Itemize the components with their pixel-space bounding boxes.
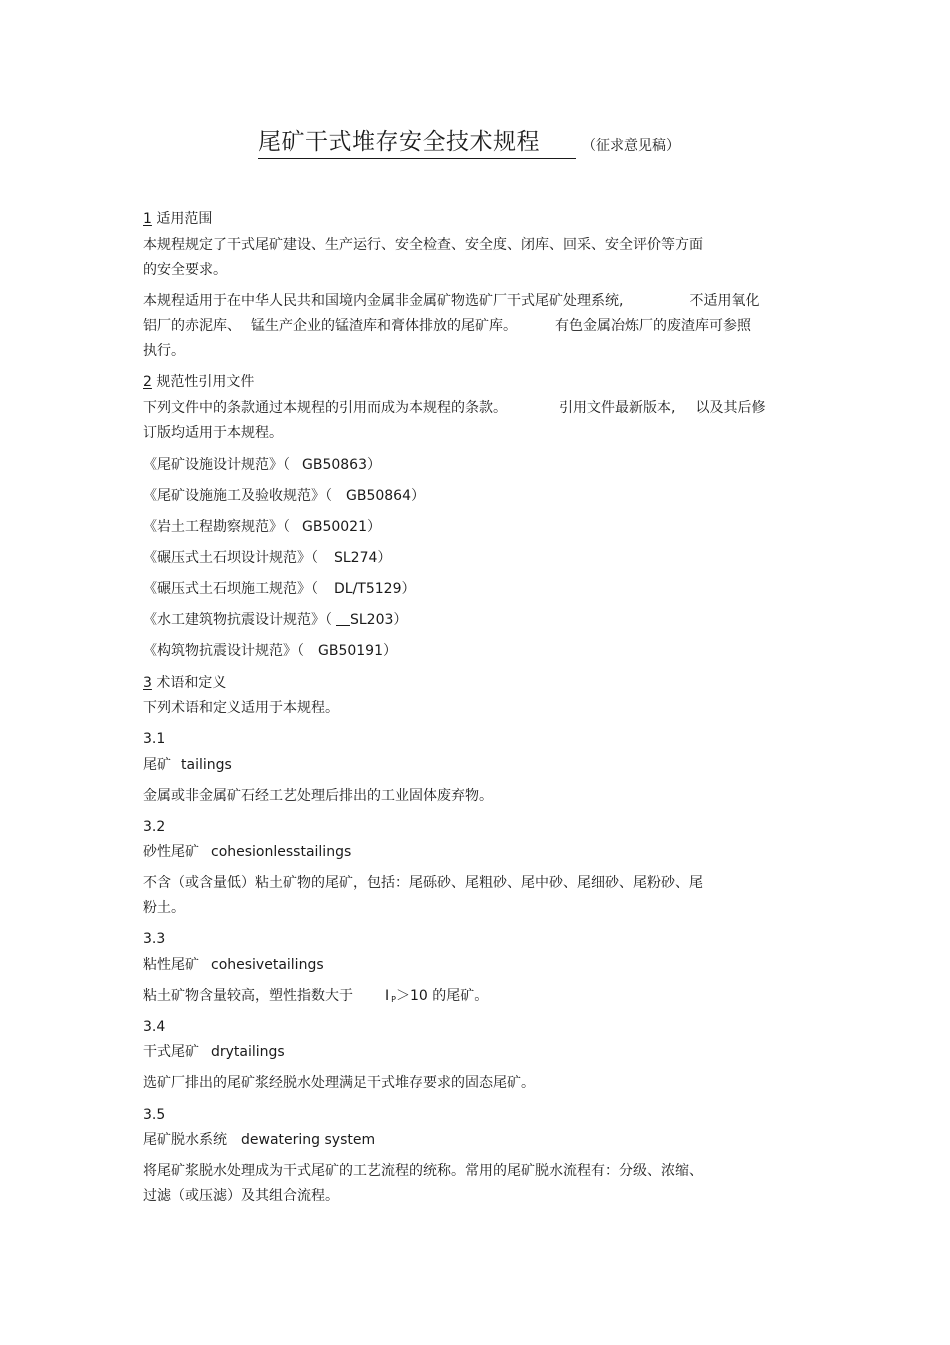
title-underline xyxy=(258,126,576,159)
reference-item xyxy=(143,610,407,630)
section-3-heading xyxy=(143,673,226,693)
paragraph-line: 执行。 xyxy=(143,343,185,359)
text-segment: 锰生产企业的锰渣库和膏体排放的尾矿库。 xyxy=(251,318,517,334)
reference-code: GB50021 xyxy=(302,519,367,535)
paragraph-line xyxy=(143,398,765,418)
paren-open: （ xyxy=(283,457,290,473)
paren-close: ） xyxy=(383,643,397,659)
paragraph-line: 的安全要求。 xyxy=(143,262,227,278)
document-subtitle: （征求意见稿） xyxy=(582,138,680,154)
term-name xyxy=(143,755,232,775)
document-title: 尾矿干式堆存安全技术规程 xyxy=(258,129,540,155)
reference-code: GB50864 xyxy=(346,488,411,504)
section-title: 适用范围 xyxy=(156,211,213,227)
reference-code: GB50863 xyxy=(302,457,367,473)
term-cn: 砂性尾矿 xyxy=(143,844,199,860)
reference-item xyxy=(143,548,391,568)
reference-name: 《碾压式土石坝施工规范》 xyxy=(143,581,311,597)
term-cn: 粘性尾矿 xyxy=(143,957,199,973)
term-number: 3.2 xyxy=(143,819,166,835)
term-definition: 选矿厂排出的尾矿浆经脱水处理满足干式堆存要求的固态尾矿。 xyxy=(143,1075,535,1091)
paren-close: ） xyxy=(377,550,392,566)
section-number: 3 xyxy=(143,675,152,691)
term-number: 3.3 xyxy=(143,931,166,947)
paren-open: （ xyxy=(297,643,304,659)
paren-close: ） xyxy=(411,488,425,504)
term-en: drytailings xyxy=(211,1044,285,1060)
text-segment: 引用文件最新版本, xyxy=(559,400,676,416)
paren-open: （ xyxy=(325,612,332,628)
reference-name: 《岩土工程勘察规范》 xyxy=(143,519,283,535)
paren-open: （ xyxy=(311,550,318,566)
term-en: cohesivetailings xyxy=(211,957,324,973)
term-definition: 不含（或含量低）粘土矿物的尾矿，包括：尾砾砂、尾粗砂、尾中砂、尾细砂、尾粉砂、尾 xyxy=(143,875,703,891)
text-segment: 本规程适用于在中华人民共和国境内金属非金属矿物选矿厂干式尾矿处理系统, xyxy=(143,293,624,309)
section-number: 1 xyxy=(143,211,152,227)
paragraph-line: 本规程规定了干式尾矿建设、生产运行、安全检查、安全度、闭库、回采、安全评价等方面 xyxy=(143,237,703,253)
term-definition: 过滤（或压滤）及其组合流程。 xyxy=(143,1188,339,1204)
plasticity-index-subscript: P xyxy=(391,995,396,1004)
reference-item xyxy=(143,455,381,475)
term-name xyxy=(143,955,324,975)
section-number: 2 xyxy=(143,374,152,390)
reference-name: 《构筑物抗震设计规范》 xyxy=(143,643,297,659)
plasticity-index-symbol: I xyxy=(385,988,390,1004)
paren-open: （ xyxy=(325,488,332,504)
term-cn: 尾矿 xyxy=(143,757,171,773)
term-definition: 粉土。 xyxy=(143,900,185,916)
text-segment: 下列文件中的条款通过本规程的引用而成为本规程的条款。 xyxy=(143,400,507,416)
term-name xyxy=(143,842,351,862)
text-segment: ＞10 的尾矿。 xyxy=(395,988,489,1004)
term-definition: 将尾矿浆脱水处理成为干式尾矿的工艺流程的统称。常用的尾矿脱水流程有：分级、浓缩、 xyxy=(143,1163,703,1179)
paren-open: （ xyxy=(283,519,290,535)
term-number: 3.4 xyxy=(143,1019,166,1035)
reference-code: SL274 xyxy=(334,550,378,566)
paragraph-line xyxy=(143,291,759,311)
paragraph-line: 下列术语和定义适用于本规程。 xyxy=(143,700,339,716)
reference-item xyxy=(143,579,415,599)
reference-name: 《尾矿设施施工及验收规范》 xyxy=(143,488,325,504)
paragraph-line xyxy=(143,316,751,336)
section-title: 规范性引用文件 xyxy=(156,374,255,390)
text-segment: 粘土矿物含量较高，塑性指数大于 xyxy=(143,988,353,1004)
paren-close: ） xyxy=(393,612,408,628)
text-segment: 不适用氧化 xyxy=(689,293,760,309)
reference-name: 《尾矿设施设计规范》 xyxy=(143,457,283,473)
reference-item xyxy=(143,517,381,537)
underline-mark xyxy=(336,611,350,626)
term-cn: 尾矿脱水系统 xyxy=(143,1132,227,1148)
term-name xyxy=(143,1130,375,1150)
term-name xyxy=(143,1042,285,1062)
reference-name: 《碾压式土石坝设计规范》 xyxy=(143,550,311,566)
section-title: 术语和定义 xyxy=(156,675,227,691)
paren-open: （ xyxy=(311,581,318,597)
paren-close: ） xyxy=(401,581,416,597)
term-number: 3.1 xyxy=(143,731,166,747)
reference-item xyxy=(143,486,425,506)
term-definition: 金属或非金属矿石经工艺处理后排出的工业固体废弃物。 xyxy=(143,788,493,804)
reference-item xyxy=(143,641,397,661)
paragraph-line: 订版均适用于本规程。 xyxy=(143,425,283,441)
text-segment: 铝厂的赤泥库、 xyxy=(143,318,241,334)
paren-close: ） xyxy=(367,519,381,535)
reference-code: GB50191 xyxy=(318,643,383,659)
term-number: 3.5 xyxy=(143,1107,166,1123)
section-2-heading xyxy=(143,372,254,392)
section-1-heading xyxy=(143,209,212,229)
text-segment: 以及其后修 xyxy=(695,400,766,416)
term-definition xyxy=(143,986,488,1010)
reference-name: 《水工建筑物抗震设计规范》 xyxy=(143,612,325,628)
term-cn: 干式尾矿 xyxy=(143,1044,199,1060)
reference-code: SL203 xyxy=(350,612,394,628)
text-segment: 有色金属冶炼厂的废渣库可参照 xyxy=(555,318,751,334)
paren-close: ） xyxy=(367,457,381,473)
term-en: dewatering system xyxy=(241,1132,376,1148)
term-en: tailings xyxy=(181,757,232,773)
reference-code: DL/T5129 xyxy=(334,581,402,597)
term-en: cohesionlesstailings xyxy=(211,844,352,860)
